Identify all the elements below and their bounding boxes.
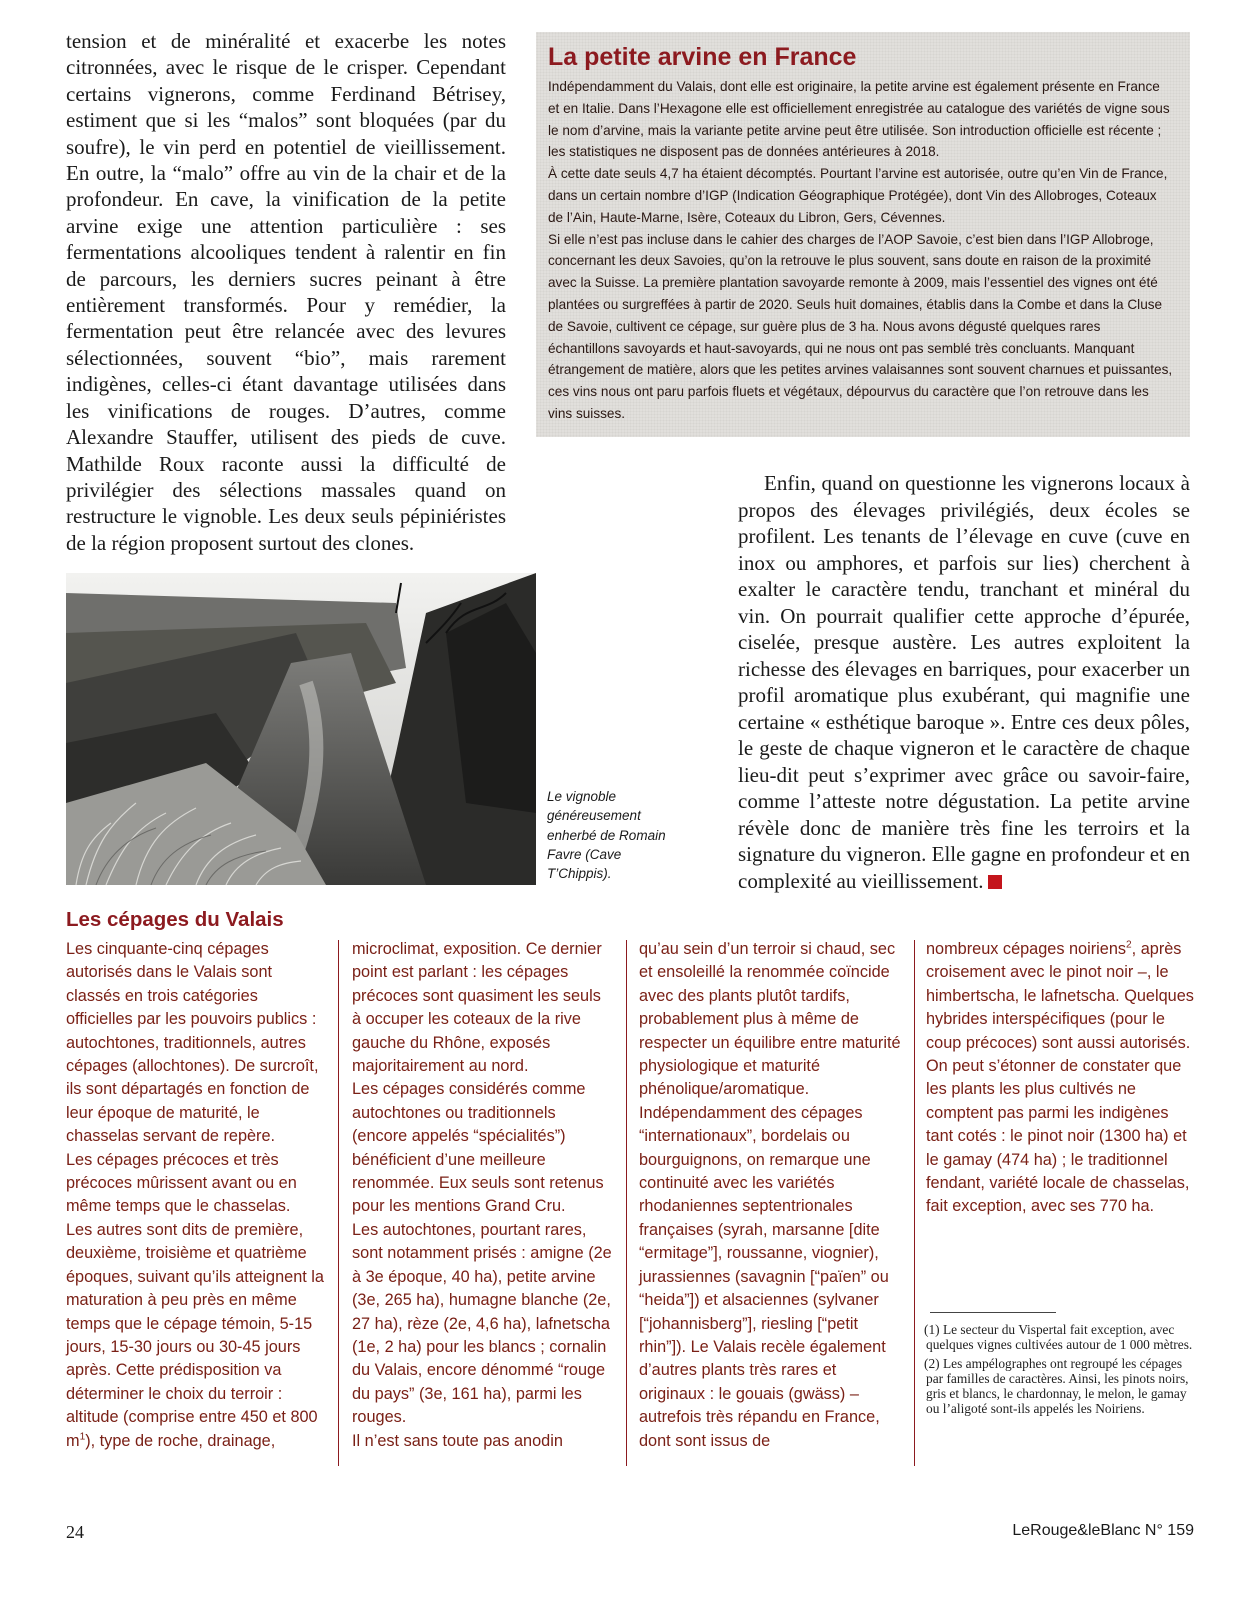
sidebar-valais-title: Les cépages du Valais xyxy=(66,908,284,931)
photo-caption: Le vignoble généreusement enherbé de Romain Favre (Cave T’Chippis). xyxy=(547,789,666,882)
footnotes xyxy=(926,1322,1198,1420)
valais-paragraph xyxy=(926,938,1198,1055)
article-column-left: tension et de minéralité et exacerbe les notes citronnées, avec le risque de le crisper. Cependant certains vignerons, comme Ferdinand Bétrisey, estiment que si les “malos” sont bloquées (par du soufre), le vin perd en potentiel de vieillissement. En outre, la “malo” offre au vin de la chair et de la profondeur. En cave, la vinification de la petite arvine exige une attention particulière : ses fermentations alcooliques tendent à ralentir en fin de parcours, les derniers sucres peinant à être entièrement transformés. Pour y remédier, la fermentation peut être relancée avec des levures sélectionnées, souvent “bio”, mais rarement indigènes, celles-ci étant davantage utilisées dans les vinifications de rouges. D’autres, comme Alexandre Stauffer, utilisent des pieds de cuve. Mathilde Roux raconte aussi la difficulté de privilégier des sélections massales quand on restructure le vignoble. Les deux seuls pépiniéristes de la région proposent surtout des clones. xyxy=(66,29,506,555)
footnote-1: (1) Le secteur du Vispertal fait exception, avec quelques vignes cultivées autour de 1 000 mètres. xyxy=(924,1322,1193,1353)
page-number: 24 xyxy=(66,1522,84,1542)
valais-paragraph: qu’au sein d’un terroir si chaud, sec et ensoleillé la renommée coïncide avec des plants plutôt tardifs, probablement plus à même de respecter un équilibre entre maturité physiologique et maturité phénolique/aromatique. xyxy=(639,940,901,1099)
valais-paragraph: Les autochtones, pourtant rares, sont notamment prisés : amigne (2e à 3e époque, 40 ha), petite arvine (3e, 265 ha), humagne blanche (2e, 27 ha), rèze (2e, 4,6 ha), lafnetscha (1e, 2 ha) pour les blancs ; cornalin du Valais, encore dénommé “rouge du pays” (3e, 161 ha), parmi les rouges. xyxy=(352,1220,612,1427)
valais-paragraph: Indépendamment des cépages “internationaux”, bordelais ou bourguignons, on remarque une continuité avec les variétés rhodaniennes septentrionales françaises (syrah, marsanne [dite “ermitage”], roussanne, viognier), jurassiennes (savagnin [“païen” ou “heida”]) et alsaciennes (sylvaner [“johannisberg”], riesling [“petit rhin”]). Le Valais recèle également d’autres plants très rares et originaux : le gouais (gwäss) – autrefois très répandu en France, dont sont issus de xyxy=(639,1103,889,1450)
article-column-right-text: Enfin, quand on questionne les vignerons locaux à propos des élevages privilégiés, deux écoles se profilent. Les tenants de l’élevage en cuve (cuve en inox ou amphores, et parfois sur lies) cherchent à exalter le caractère tendu, tranchant et minéral du vin. On pourrait qualifier cette approche d’épurée, ciselée, presque austère. Les autres exploitent la richesse des élevages en barriques, pour exacerber un profil aromatique plus exubérant, qui magnifie une certaine « esthétique baroque ». Entre ces deux pôles, le geste de chaque vigneron et le caractère de chaque lieu-dit peut s’exprimer avec grâce ou savoir-faire, comme l’atteste notre dégustation. La petite arvine révèle donc de manière très fine les terroirs et la signature du vigneron. Elle gagne en profondeur et en complexité au vieillissement. xyxy=(738,471,1190,893)
column-divider xyxy=(914,940,915,1466)
sidebar-valais xyxy=(66,938,1198,1478)
footnote-ref-1: 1 xyxy=(79,1431,86,1443)
valais-column-2 xyxy=(352,938,614,1474)
sidebar-box-france xyxy=(536,32,1190,437)
footnote-ref-2: 2 xyxy=(1126,939,1132,951)
column-divider xyxy=(626,940,627,1466)
valais-paragraph-text: Les autres sont dits de première, deuxième, troisième et quatrième époques, suivant qu’ils atteignent la maturation à peu près en même temps que le cépage témoin, 5-15 jours, 15-30 jours ou 30-45 jours après. Cette prédisposition va déterminer le choix du terroir : altitude (comprise entre 450 et 800 m xyxy=(66,1220,324,1450)
magazine-issue: LeRouge&leBlanc N° 159 xyxy=(1012,1522,1194,1539)
valais-paragraph: On peut s’étonner de constater que les plants les plus cultivés ne comptent pas parmi les indigènes tant cotés : le pinot noir (1300 ha) et le gamay (474 ha) ; le traditionnel fendant, variété locale de chasselas, fait exception, avec ses 770 ha. xyxy=(926,1057,1190,1216)
column-divider xyxy=(338,940,339,1466)
vineyard-photo xyxy=(66,573,536,885)
footnote-2: (2) Les ampélographes ont regroupé les cépages par familles de caractères. Ainsi, les pinots noirs, gris et blancs, le chardonnay, le melon, le gamay ou l’aligoté sont-ils appelés les Noiriens. xyxy=(924,1355,1189,1417)
valais-paragraph: Les cépages considérés comme autochtones ou traditionnels (encore appelés “spécialités”) bénéficient d’une meilleure renommée. Eux seuls sont retenus pour les mentions Grand Cru. xyxy=(352,1080,604,1216)
end-of-article-mark xyxy=(988,875,1002,889)
valais-paragraph: Il n’est sans toute pas anodin xyxy=(352,1431,563,1450)
valais-paragraph: Les cinquante-cinq cépages autorisés dans le Valais sont classés en trois catégories officielles par les pouvoirs publics : autochtones, traditionnels, autres cépages (allochtones). De surcroît, ils sont départagés en fonction de leur époque de maturité, le chasselas servant de repère. xyxy=(66,940,319,1146)
valais-paragraph-text: , après croisement avec le pinot noir –, le himbertscha, le lafnetscha. Quelques hybrides interspécifiques (pour le coup précoces) sont aussi autorisés. xyxy=(926,940,1194,1052)
sidebar-box-france-paragraph: Indépendamment du Valais, dont elle est originaire, la petite arvine est également présente en France et en Italie. Dans l’Hexagone elle est officiellement enregistrée au catalogue des variétés de vigne sous le nom d’arvine, mais la variante petite arvine peut être utilisée. Son introduction officielle est récente ; les statistiques ne disposent pas de données antérieures à 2018. xyxy=(548,79,1170,160)
valais-column-1 xyxy=(66,938,328,1474)
footnote-rule xyxy=(930,1312,1056,1313)
sidebar-box-france-paragraph: Si elle n’est pas incluse dans le cahier des charges de l’AOP Savoie, c’est bien dans l’IGP Allobroge, concernant les deux Savoies, qu’on la retrouve le plus souvent, sans doute en raison de la proximité avec la Suisse. La première plantation savoyarde remonte à 2009, mais l’essentiel des vignes ont été plantées ou surgreffées à partir de 2020. Seuls huit domaines, établis dans la Combe et dans la Cluse de Savoie, cultivent ce cépage, sur guère plus de 3 ha. Nous avons dégusté quelques rares échantillons savoyards et haut-savoyards, qui ne nous ont pas semblé très concluants. Manquant étrangement de matière, alors que les petites arvines valaisannes sont souvent charnues et puissantes, ces vins nous ont paru parfois fluets et végétaux, dépourvus du caractère que l’on retrouve dans les vins suisses. xyxy=(548,231,1173,421)
valais-paragraph-text: ), type de roche, drainage, xyxy=(85,1431,276,1450)
article-column-right xyxy=(738,470,1190,894)
valais-paragraph xyxy=(66,1219,328,1453)
sidebar-box-france-paragraph: À cette date seuls 4,7 ha étaient décomptés. Pourtant l’arvine est autorisée, outre qu’en Vin de France, dans un certain nombre d’IGP (Indication Géographique Protégée), dont Vin des Allobroges, Coteaux de l’Ain, Haute-Marne, Isère, Coteaux du Libron, Gers, Cévennes. xyxy=(548,166,1168,225)
valais-column-3 xyxy=(639,938,901,1474)
sidebar-box-france-title: La petite arvine en France xyxy=(548,43,857,71)
valais-paragraph: Les cépages précoces et très précoces mûrissent avant ou en même temps que le chasselas. xyxy=(66,1150,297,1216)
valais-paragraph: microclimat, exposition. Ce dernier point est parlant : les cépages précoces sont quasiment les seuls à occuper les coteaux de la rive gauche du Rhône, exposés majoritairement au nord. xyxy=(352,940,602,1076)
valais-paragraph-text: nombreux cépages noiriens xyxy=(926,940,1127,958)
